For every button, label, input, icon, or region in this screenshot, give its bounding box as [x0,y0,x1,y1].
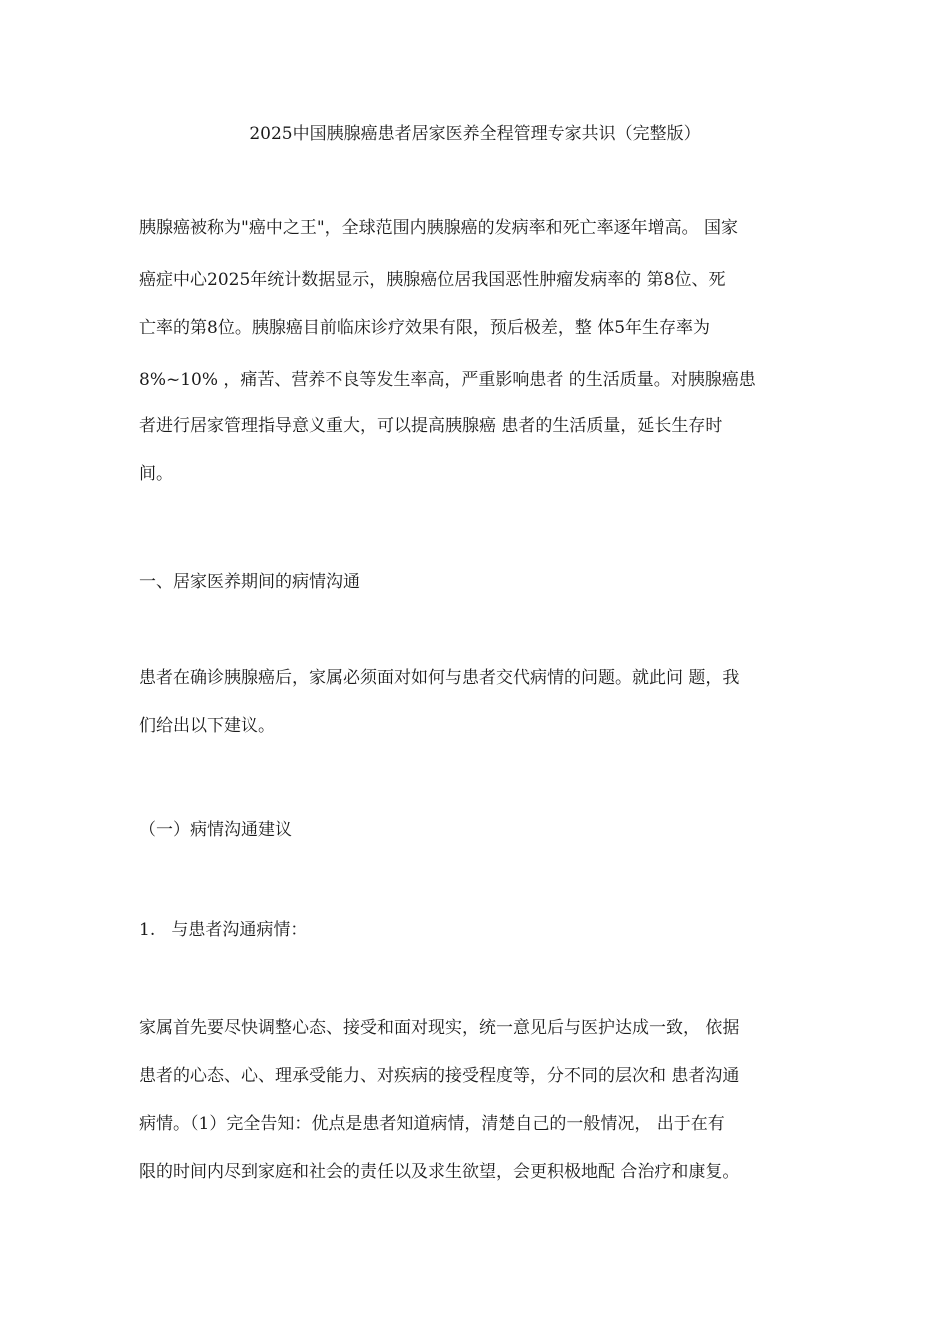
paragraph-line: 患者的心态、心、理承受能力、对疾病的接受程度等，分不同的层次和 患者沟通 [139,1066,740,1086]
intro-line: 亡率的第8位。胰腺癌目前临床诊疗效果有限，预后极差，整 体5年生存率为 [139,318,711,338]
document-title: 2025中国胰腺癌患者居家医养全程管理专家共识（完整版） [249,124,701,144]
paragraph-line: 病情。（1）完全告知：优点是患者知道病情，清楚自己的一般情况， 出于在有 [139,1114,725,1134]
item-heading: 1. 与患者沟通病情： [139,920,308,940]
intro-line: 间。 [139,464,173,484]
intro-line: 8%~10% ，痛苦、营养不良等发生率高，严重影响患者 的生活质量。对胰腺癌患 [139,370,756,390]
paragraph-line: 患者在确诊胰腺癌后，家属必须面对如何与患者交代病情的问题。就此问 题，我 [139,668,740,688]
intro-line: 者进行居家管理指导意义重大，可以提高胰腺癌 患者的生活质量，延长生存时 [139,416,723,436]
subsection-heading: （一）病情沟通建议 [139,820,292,840]
section-heading: 一、居家医养期间的病情沟通 [139,572,360,592]
paragraph-line: 们给出以下建议。 [139,716,275,736]
intro-line: 癌症中心2025年统计数据显示，胰腺癌位居我国恶性肿瘤发病率的 第8位、死 [139,270,726,290]
paragraph-line: 家属首先要尽快调整心态、接受和面对现实，统一意见后与医护达成一致， 依据 [139,1018,740,1038]
paragraph-line: 限的时间内尽到家庭和社会的责任以及求生欲望，会更积极地配 合治疗和康复。 [139,1162,740,1182]
intro-line: 胰腺癌被称为"癌中之王"，全球范围内胰腺癌的发病率和死亡率逐年增高。 国家 [139,218,739,238]
